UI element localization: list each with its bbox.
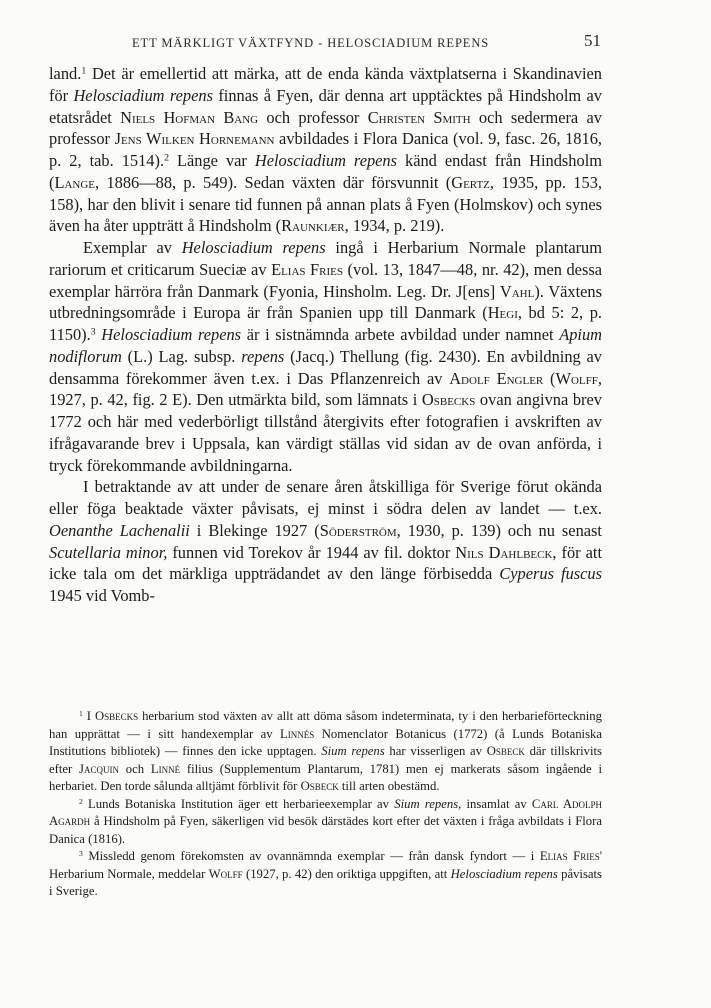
text-run: Missledd genom förekomsten av ovannämnda exemplar — från dansk fyndort — i	[82, 849, 540, 863]
footnote-marker: 2	[164, 152, 169, 164]
text-run: insamlat av	[461, 796, 532, 811]
text-run: har visserligen av	[384, 744, 487, 758]
small-caps-name: Niels Hofman Bang	[120, 107, 259, 127]
text-run: Lunds Botaniska Institution äger ett herbarieexemplar av	[82, 796, 395, 811]
italic-term: Sium repens	[321, 744, 385, 758]
italic-term: Sium repens,	[394, 796, 462, 811]
text-run: , 1935, pp. 153, 158), har den blivit i senare tid funnen på annan plats å Fyen (Holmskov) och synes även ha åter uppträtt å Hindsholm (	[49, 172, 602, 236]
small-caps-name: Wolff	[208, 866, 243, 881]
small-caps-name: Wolff	[555, 368, 598, 388]
small-caps-name: Osbecks	[421, 390, 476, 410]
body-text	[49, 63, 602, 607]
text-run: avbildades i Flora Danica (vol. 9, fasc. 26, 1816, p. 2, tab. 1514).	[49, 129, 602, 170]
text-run: finnas å Fyen, där denna art upptäcktes på Hindsholm av etatsrådet	[49, 85, 602, 127]
running-title: ETT MÄRKLIGT VÄXTFYND - HELOSCIADIUM REPENS	[132, 36, 490, 50]
footnote-marker: 3	[90, 326, 96, 338]
paragraph	[49, 63, 602, 237]
footnote	[49, 848, 602, 901]
text-run: och professor	[258, 107, 368, 127]
text-run: Länge var	[168, 151, 255, 170]
italic-term: Apium nodiflorum	[49, 325, 603, 366]
small-caps-name: Osbeck	[300, 779, 339, 793]
text-run: Det är emellertid att märka, att de enda kända växtplatserna i Skandinavien för	[49, 64, 602, 105]
small-caps-name: Vahl	[499, 281, 535, 301]
small-caps-name: Adolf Engler	[449, 368, 544, 388]
text-run: , 1886—88, p. 549). Sedan växten där försvunnit (	[95, 172, 452, 192]
small-caps-name: Osbecks	[94, 709, 139, 723]
italic-term: Helosciadium repens	[450, 866, 558, 881]
text-run: ingå i Herbarium Normale plantarum rariorum et criticarum Sueciæ av	[49, 238, 602, 279]
text-run: Exemplar av	[83, 238, 182, 257]
text-run: i Blekinge 1927 (	[189, 520, 320, 540]
text-run: I	[82, 709, 95, 723]
small-caps-name: Christen Smith	[367, 107, 471, 127]
text-run: (	[543, 368, 556, 388]
footnote-marker: 1	[79, 708, 83, 718]
text-run: känd endast från Hindsholm (	[49, 151, 602, 192]
text-run: I betraktande av att under de senare åren åtskilliga för Sverige förut okända eller föga beaktade växter påvisats, ej minst i södra delen av landet — t.ex.	[49, 477, 602, 518]
text-run: är i sistnämnda arbete avbildad under namnet	[241, 325, 560, 344]
paragraph	[49, 476, 602, 607]
footnote	[49, 796, 602, 849]
small-caps-name: Raunkiær	[281, 216, 345, 236]
text-run: , 1927, p. 42, fig. 2 E). Den utmärkta bild, som lämnats i	[49, 368, 602, 410]
text-run: där tillskrivits efter	[49, 744, 602, 776]
text-run: och	[118, 761, 151, 776]
small-caps-name: Gertz	[451, 172, 490, 192]
text-run: , 1934, p. 219).	[344, 216, 445, 236]
text-run: Nomenclator Botanicus (1772) (å Lunds Botaniska Institutions bibliotek) — finnes den icke upptagen.	[49, 726, 602, 758]
italic-term: Cyperus fuscus	[499, 564, 602, 584]
small-caps-name: Carl Adolph Agardh	[49, 796, 602, 828]
small-caps-name: Hegi	[487, 303, 518, 323]
text-run: påvisats i Sverige.	[49, 866, 602, 898]
text-run: (vol. 13, 1847—48, nr. 42), men dessa exemplar härröra från Danmark (Fyonia, Hinsholm. Leg. Dr. J[ens]	[49, 259, 602, 301]
small-caps-name: Elias Fries	[539, 849, 600, 863]
footnote-marker: 1	[81, 65, 87, 77]
text-run: land.	[49, 64, 82, 83]
footnote-marker: 2	[79, 796, 83, 806]
paragraph	[49, 237, 602, 476]
text-run: funnen vid Torekov år 1944 av fil. doktor	[167, 542, 456, 562]
italic-term: repens	[241, 346, 285, 366]
text-run: (Jacq.) Thellung (fig. 2430). En avbildning av densamma förekommer även t.ex. i Das Pflanzenreich av	[49, 346, 603, 388]
small-caps-name: Söderström	[319, 520, 397, 540]
text-run: till arten obestämd.	[338, 779, 440, 793]
small-caps-name: Elias Fries	[271, 259, 344, 279]
small-caps-name: Jacquin	[79, 761, 119, 776]
small-caps-name: Osbeck	[486, 744, 525, 758]
italic-term: Helosciadium repens	[254, 151, 398, 170]
text-run: (1927, p. 42) den oriktiga uppgiften, att	[242, 866, 451, 881]
italic-term: Helosciadium repens	[73, 85, 213, 105]
text-run: ovan angivna brev 1772 och här med vederbörligt tillstånd återgivits efter fotografien i avskriften av ifrågavarande brev i Uppsala, kan värdigt ställas vid sidan av de ovan anförda, i tryck förekommande avbildningarna.	[49, 390, 602, 475]
small-caps-name: Nils Dahlbeck	[455, 542, 553, 562]
small-caps-name: Jens Wilken Hornemann	[114, 129, 275, 149]
page-number: 51	[584, 31, 601, 50]
small-caps-name: Lange	[54, 172, 96, 192]
text-run: , bd 5: 2, p. 1150).	[49, 303, 602, 344]
text-run: och sedermera av professor	[49, 107, 602, 149]
text-run: å Hindsholm på Fyen, säkerligen vid besök därstädes kort efter det växten i fråga avbildats i Flora Danica (1816).	[49, 814, 602, 846]
text-run: , 1930, p. 139) och nu senast	[396, 520, 602, 540]
text-run: ' Herbarium Normale, meddelar	[49, 849, 602, 881]
text-run: 1945 vid Vomb-	[49, 586, 155, 605]
text-run: , för att icke tala om det märkliga uppträdandet av den länge förbisedda	[49, 542, 603, 584]
small-caps-name: Linnés	[280, 726, 315, 741]
footnotes	[49, 708, 602, 901]
italic-term: Helosciadium repens	[101, 325, 242, 344]
footnote	[49, 708, 602, 796]
text-run: ). Växtens utbredningsområde i Europa är från Spanien upp till Danmark (	[49, 281, 602, 323]
text-run: filius (Supplementum Plantarum, 1781) men ej markerats såsom ingående i herbariet. Den torde sålunda alltjämt förblivit för	[49, 761, 602, 793]
italic-term: Scutellaria minor,	[49, 542, 168, 562]
text-run: (L.) Lag. subsp.	[121, 346, 242, 366]
footnote-marker: 3	[79, 848, 83, 858]
text-run: herbarium stod växten av allt att döma såsom indeterminata, ty i den herbarieförteckning han upprättat — i sitt handexemplar av	[49, 709, 602, 741]
small-caps-name: Linné	[150, 761, 181, 776]
italic-term: Helosciadium repens	[181, 238, 326, 257]
italic-term: Oenanthe Lachenalii	[49, 520, 190, 540]
